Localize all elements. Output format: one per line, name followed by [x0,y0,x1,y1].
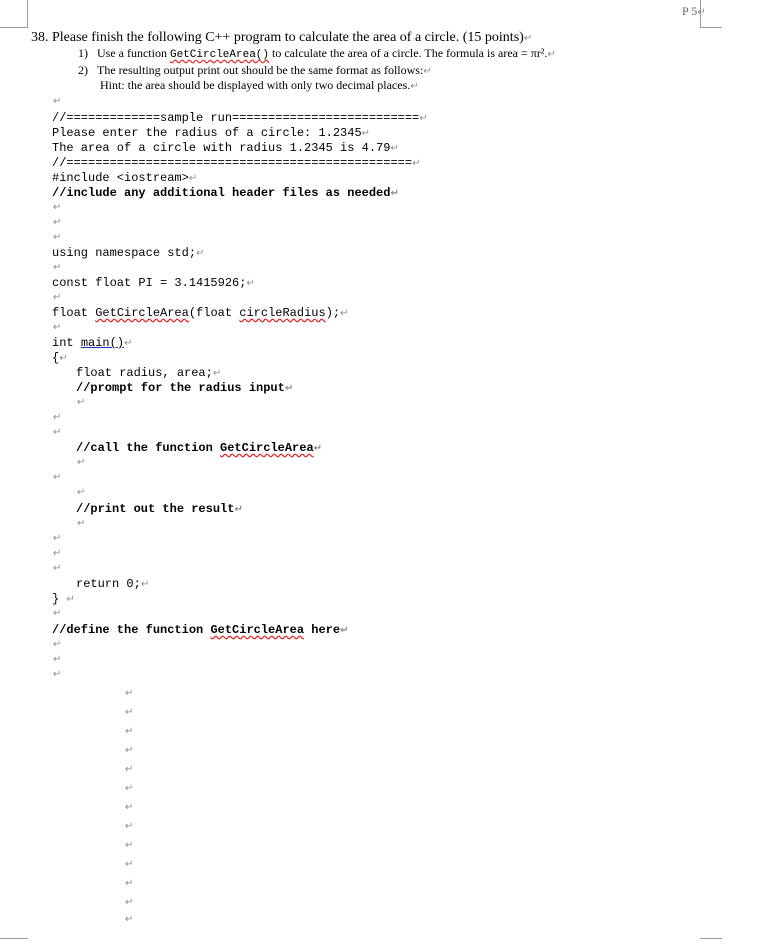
paragraph-mark: ↵ [77,397,86,408]
code-declaration: float radius, area;↵ [76,366,222,380]
code-comment-print: //print out the result↵ [76,502,243,516]
list-item-2: 2) The resulting output print out should be the same format as follows:↵ [78,63,432,77]
paragraph-mark: ↵ [125,745,134,756]
code-open-brace: {↵ [52,351,68,365]
paragraph-mark: ↵ [53,292,62,303]
corner-mark-bottom-left [0,938,28,939]
code-const-pi: const float PI = 3.1415926;↵ [52,276,255,290]
paragraph-mark: ↵ [125,707,134,718]
paragraph-mark: ↵ [77,457,86,468]
code-include-comment: //include any additional header files as needed↵ [52,186,399,200]
paragraph-mark: ↵ [125,802,134,813]
paragraph-mark: ↵ [77,518,86,529]
paragraph-mark: ↵ [125,897,134,908]
paragraph-mark: ↵ [125,764,134,775]
paragraph-mark: ↵ [53,548,62,559]
corner-mark-top-left-h [0,27,28,28]
paragraph-mark: ↵ [53,563,62,574]
code-int-main: int main()↵ [52,336,133,350]
code-close-brace: } ↵ [52,592,75,606]
paragraph-mark: ↵ [125,878,134,889]
corner-mark-top-left-v [27,0,28,27]
paragraph-mark: ↵ [53,232,62,243]
code-sample-header: //=============sample run==========================↵ [52,111,428,125]
paragraph-mark: ↵ [53,96,62,107]
code-comment-call: //call the function GetCircleArea↵ [76,441,323,455]
paragraph-mark: ↵ [125,840,134,851]
paragraph-mark: ↵ [53,533,62,544]
code-include: #include <iostream>↵ [52,171,198,185]
paragraph-mark: ↵ [53,654,62,665]
hint-text: Hint: the area should be displayed with only two decimal places.↵ [100,78,419,92]
question-number: 38. [31,30,49,45]
corner-mark-bottom-right [700,938,722,939]
paragraph-mark: ↵ [125,821,134,832]
paragraph-mark: ↵ [125,783,134,794]
code-return: return 0;↵ [76,577,150,591]
paragraph-mark: ↵ [53,472,62,483]
paragraph-mark: ↵ [53,202,62,213]
list-item-1: 1) Use a function GetCircleArea() to calculate the area of a circle. The formula is area = πr².↵ [78,46,556,61]
paragraph-mark: ↵ [53,427,62,438]
paragraph-mark: ↵ [53,217,62,228]
paragraph-mark: ↵ [125,726,134,737]
code-sample-footer: //================================================↵ [52,156,421,170]
paragraph-mark: ↵ [125,914,134,925]
paragraph-mark: ↵ [53,608,62,619]
question-text: Please finish the following C++ program to calculate the area of a circle. (15 points) [52,30,524,45]
paragraph-mark: ↵ [53,639,62,650]
paragraph-mark: ↵ [53,322,62,333]
paragraph-mark: ↵ [125,688,134,699]
code-prototype: float GetCircleArea(float circleRadius);↵ [52,306,349,320]
paragraph-mark: ↵ [53,412,62,423]
code-sample-line-1: Please enter the radius of a circle: 1.2345↵ [52,126,371,140]
page-number: P 5↵ [682,4,706,18]
function-name-code: GetCircleArea() [169,49,270,61]
code-sample-line-2: The area of a circle with radius 1.2345 is 4.79↵ [52,141,399,155]
code-comment-define: //define the function GetCircleArea here↵ [52,623,349,637]
code-using: using namespace std;↵ [52,246,205,260]
corner-mark-top-right-h [700,27,722,28]
question-heading: 38. Please finish the following C++ program to calculate the area of a circle. (15 points)↵ [31,30,533,45]
paragraph-mark: ↵ [53,262,62,273]
paragraph-mark: ↵ [53,669,62,680]
code-comment-prompt: //prompt for the radius input↵ [76,381,294,395]
paragraph-mark: ↵ [77,487,86,498]
paragraph-mark: ↵ [125,859,134,870]
